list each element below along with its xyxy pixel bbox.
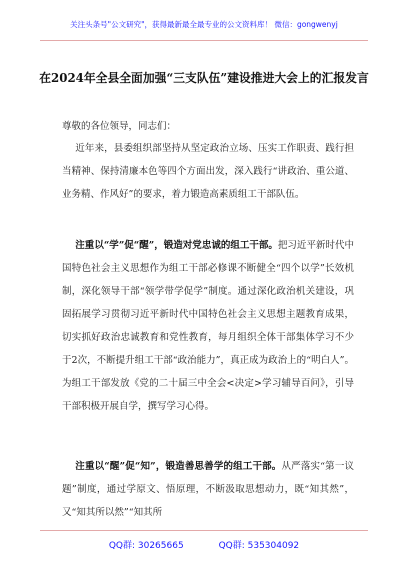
- paragraph-3-text: 从严落实“第一议题”制度，通过学原文、悟原理，不断汲取思想动力，既“知其然”，又“知其所以然”“知其所: [62, 461, 355, 518]
- body-paragraph-1: [62, 137, 354, 206]
- footer-contact: [0, 538, 408, 551]
- footer-divider: [40, 530, 368, 531]
- header-divider: [40, 40, 368, 41]
- paragraph-2-text: 把习近平新时代中国特色社会主义思想作为组工干部必修课不断健全“四个以学”长效机制，深化领导干部“领学带学促学”制度。通过深化政治机关建设，巩固拓展学习贯彻习近平新时代中国特色社会主义思想主题教育成果，切实抓好政治忠诚教育和党性教育，每月组织全体干部集体学习不少于2次，不断提升组工干部“政治能力”，真正成为政治上的“明白人”。为组工干部发放《党的二十届三中全会<决定>学习辅导百问》，引导干部积极开展自学，撰写学习心得。: [62, 240, 354, 412]
- document-title: 在2024年全县全面加强“三支队伍”建设推进大会上的汇报发言: [39, 71, 369, 85]
- paragraph-1-text: 近年来，县委组织部坚持从坚定政治立场、压实工作职责、践行担当精神、保持清廉本色等四个方面出发，深入践行“讲政治、重公道、业务精、作风好”的要求，着力锻造高素质组工干部队伍。: [62, 143, 354, 200]
- salutation: 尊敬的各位领导，同志们：: [62, 121, 177, 132]
- page-footer: [0, 530, 408, 560]
- footer-qq-group-2: QQ群: 535304092: [218, 541, 300, 551]
- body-paragraph-3: [62, 455, 354, 524]
- footer-qq-group-1: QQ群: 30265665: [108, 541, 184, 551]
- header-promo-text: 关注头条号"公文研究"，获得最新最全最专业的公文资料库！ 微信：gongwenyj: [70, 20, 338, 29]
- page-header: [0, 6, 408, 64]
- body-paragraph-2: [62, 234, 354, 418]
- paragraph-2-heading: 注重以“学”促“醒”，锻造对党忠诚的组工干部。: [75, 240, 278, 251]
- paragraph-3-heading: 注重以“醒”促“知”，锻造善思善学的组工干部。: [75, 461, 282, 472]
